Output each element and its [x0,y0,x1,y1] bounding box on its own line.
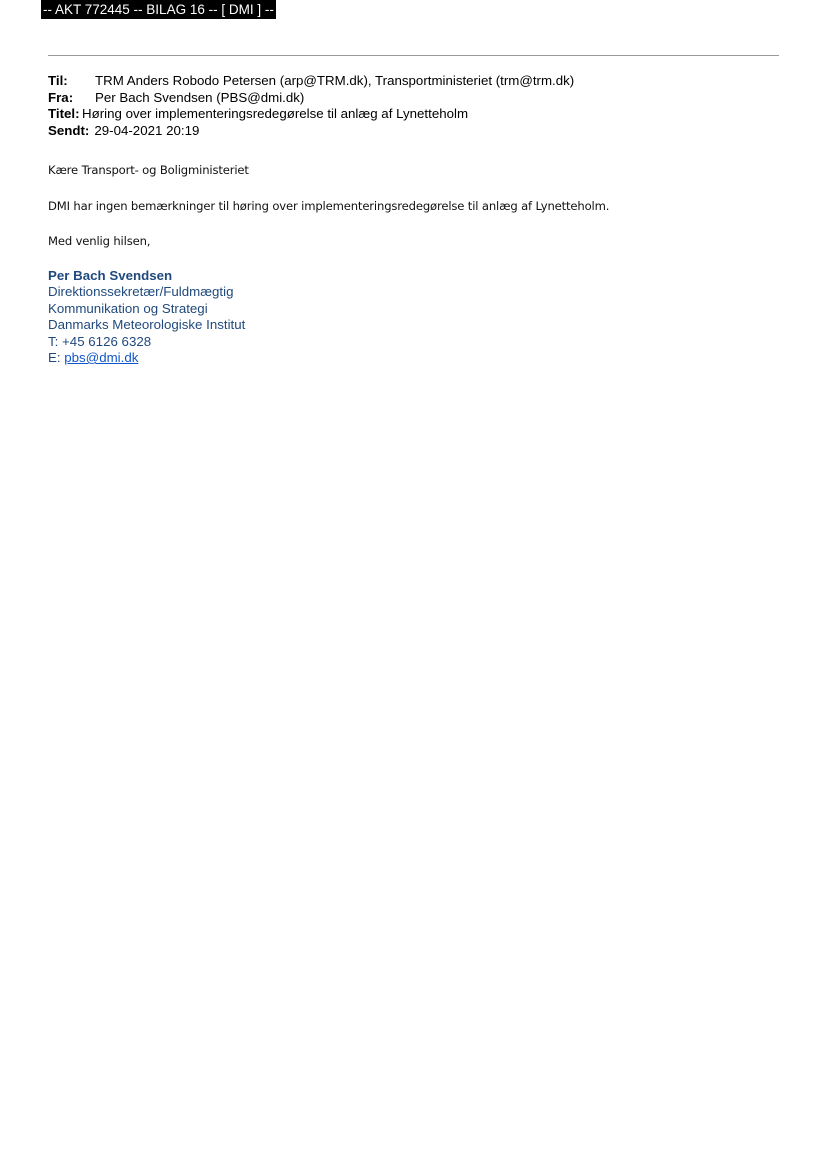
email-header [48,73,574,139]
signature-role: Direktionssekretær/Fuldmægtig [48,284,234,300]
signature-phone: T: +45 6126 6328 [48,333,152,349]
signature-name: Per Bach Svendsen [48,268,173,283]
to-label: Til: [48,73,68,88]
sent-label: Sendt: [48,122,90,138]
to-value: TRM Anders Robodo Petersen (arp@TRM.dk), Transportministeriet (trm@trm.dk) [95,73,575,88]
signature-email-row [48,350,245,366]
signature-block [48,268,245,366]
to-row [48,73,574,90]
title-label: Titel: [48,106,80,121]
signature-organization: Danmarks Meteorologiske Institut [48,317,246,333]
from-value: Per Bach Svendsen (PBS@dmi.dk) [95,89,305,105]
title-row [48,106,574,123]
sent-row [48,123,574,140]
message-body: DMI har ingen bemærkninger til høring over implementeringsredegørelse til anlæg af Lynetteholm. [48,199,610,213]
sent-value: 29-04-2021 20:19 [94,122,200,138]
from-label: Fra: [48,89,74,105]
document-stamp: -- AKT 772445 -- BILAG 16 -- [ DMI ] -- [43,2,274,17]
signature-email-prefix: E: [48,350,65,366]
title-value: Høring over implementeringsredegørelse til anlæg af Lynetteholm [82,106,469,121]
signature-department: Kommunikation og Strategi [48,300,208,316]
from-row [48,90,574,107]
header-divider [48,55,779,56]
closing: Med venlig hilsen, [48,234,151,248]
greeting: Kære Transport- og Boligministeriet [48,163,249,177]
signature-email-link[interactable]: pbs@dmi.dk [64,350,139,366]
